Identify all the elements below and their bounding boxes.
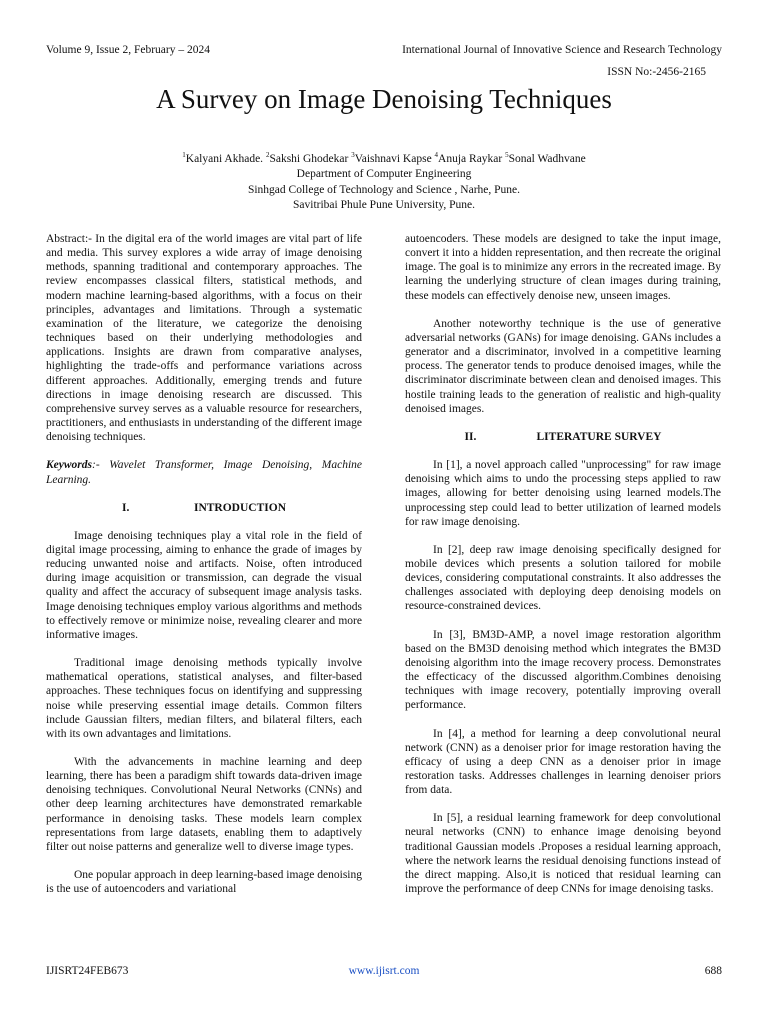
paragraph: Traditional image denoising methods typically involve mathematical operations, statistical analyses, and filter-based approaches. These techniques focus on identifying and suppressing noise while preserving essential image details. Common filters include Gaussian filters, median filters, and bilateral filters, each with its own advantages and limitations. bbox=[46, 657, 362, 740]
section-heading-introduction bbox=[46, 501, 362, 515]
author-name: Anuja Raykar bbox=[438, 152, 506, 165]
author-number: 1 bbox=[182, 151, 186, 159]
author-list bbox=[0, 148, 768, 167]
paragraph: autoencoders. These models are designed to take the input image, convert it into a hidden representation, and then recreate the original image. The goal is to minimize any errors in the recreated image. By learning the underlying structure of clean images during training, these models can effectively denoise new, unseen images. bbox=[405, 233, 721, 302]
author-number: 3 bbox=[351, 151, 355, 159]
section-heading-literature-survey bbox=[405, 430, 721, 444]
header-journal: International Journal of Innovative Science and Research Technology bbox=[402, 44, 722, 56]
university: Savitribai Phule Pune University, Pune. bbox=[293, 199, 475, 212]
author-name: Kalyani Akhade. bbox=[185, 152, 266, 165]
section-number: I. bbox=[121, 501, 130, 514]
author-block bbox=[0, 148, 768, 214]
author-number: 2 bbox=[265, 151, 270, 159]
section-number: II. bbox=[464, 430, 477, 443]
author-number: 4 bbox=[434, 151, 439, 159]
paragraph: In [3], BM3D-AMP, a novel image restoration algorithm based on the BM3D denoising method which integrates the BM3D denoising algorithm into the image recovery process. Demonstrates the effecticacy of the discussed algorithm.Combines denoising techniques with image recovery, potentially improving overall performance. bbox=[405, 628, 721, 712]
paragraph: With the advancements in machine learning and deep learning, there has been a paradigm shift towards data-driven image denoising techniques. Convolutional Neural Networks (CNNs) and other deep learning architectures have demonstrated remarkable performance in denoising tasks. These models learn complex representations from large datasets, enabling them to adaptively filter out noise patterns and generalize well to diverse image types. bbox=[46, 756, 362, 853]
paragraph: Another noteworthy technique is the use of generative adversarial networks (GANs) for image denoising. GANs includes a generator and a discriminator, involved in a competitive learning process. The generator tends to produce denoised images, while the discriminator discriminate between clean and denoised images. This hostile training leads to the generation of realistic and high-quality denoised images. bbox=[405, 317, 721, 415]
college: Sinhgad College of Technology and Science , Narhe, Pune. bbox=[247, 183, 521, 196]
page-number: 688 bbox=[704, 965, 722, 977]
paragraph: In [2], deep raw image denoising specifically designed for mobile devices which presents a solution tailored for mobile devices, considering computational constraints. It also addresses the challenges associated with deploying deep denoising models on resource-constrained devices. bbox=[405, 543, 721, 613]
header-volume: Volume 9, Issue 2, February – 2024 bbox=[46, 44, 210, 56]
footer-url-link[interactable]: www.ijisrt.com bbox=[348, 965, 420, 977]
issn: ISSN No:-2456-2165 bbox=[607, 66, 706, 78]
paragraph: One popular approach in deep learning-based image denoising is the use of autoencoders and variational bbox=[46, 869, 362, 896]
right-column bbox=[405, 232, 721, 910]
paragraph: Image denoising techniques play a vital role in the field of digital image processing, aiming to enhance the grade of images by reducing unwanted noise and artifacts. Noise, often introduced during image acquisition or transmission, can degrade the visual quality and affect the accuracy of subsequent image analysis tasks. Image denoising techniques employ various algorithms and methods to effectively remove or minimize noise, revealing clearer and more informative images. bbox=[46, 529, 362, 641]
keywords-text: :- Wavelet Transformer, Image Denoising, Machine Learning. bbox=[46, 459, 362, 486]
paragraph: In [4], a method for learning a deep convolutional neural network (CNN) as a denoiser prior for image restoration having the efficacy of using a deep CNN as a denoiser prior in image restoration tasks. Addresses challenges in learning denoiser priors from data. bbox=[405, 727, 721, 797]
author-name: Sakshi Ghodekar bbox=[269, 152, 352, 165]
section-title: INTRODUCTION bbox=[193, 501, 286, 514]
left-column bbox=[46, 232, 362, 910]
paragraph: In [1], a novel approach called "unprocessing" for raw image denoising which aims to undo the processing steps applied to raw images, allowing for better denoising using learned models.The unprocessing step could lead to better utilization of learned models for raw image denoising. bbox=[405, 459, 721, 528]
author-name: Sonal Wadhvane bbox=[508, 152, 586, 165]
keywords bbox=[46, 458, 362, 486]
paper-title: A Survey on Image Denoising Techniques bbox=[156, 84, 612, 114]
paragraph: In [5], a residual learning framework for deep convolutional neural networks (CNN) to enhance image denoising beyond traditional Gaussian models .Proposes a residual learning approach, where the network learns the residual denoising functions instead of the direct mapping. Also,it is noticed that residual learning can improve the performance of deep CNNs for image denoising tasks. bbox=[405, 812, 721, 896]
author-number: 5 bbox=[505, 151, 509, 159]
section-title: LITERATURE SURVEY bbox=[536, 430, 662, 443]
author-name: Vaishnavi Kapse bbox=[354, 152, 435, 165]
keywords-label: Keywords bbox=[46, 459, 92, 472]
abstract: Abstract:- In the digital era of the world images are vital part of life and media. This survey explores a wide array of image denoising methods, spanning traditional and contemporary approaches. The review encompasses classical filters, statistical methods, and modern machine learning-based algorithms, with a focus on their principles, advantages and limitations. Through a systematic examination of the literature, we categorize the denoising techniques based on their underlying methodologies and applications. Insights are drawn from comparative analyses, highlighting the trade-offs and performance variations across different approaches. Additionally, emerging trends and future directions in image denoising research are discussed. This comprehensive survey serves as a valuable resource for researchers, practitioners, and enthusiasts in understanding of the different image denoising techniques. bbox=[46, 233, 362, 444]
footer-paper-id: IJISRT24FEB673 bbox=[46, 965, 129, 977]
department: Department of Computer Engineering bbox=[296, 168, 472, 181]
